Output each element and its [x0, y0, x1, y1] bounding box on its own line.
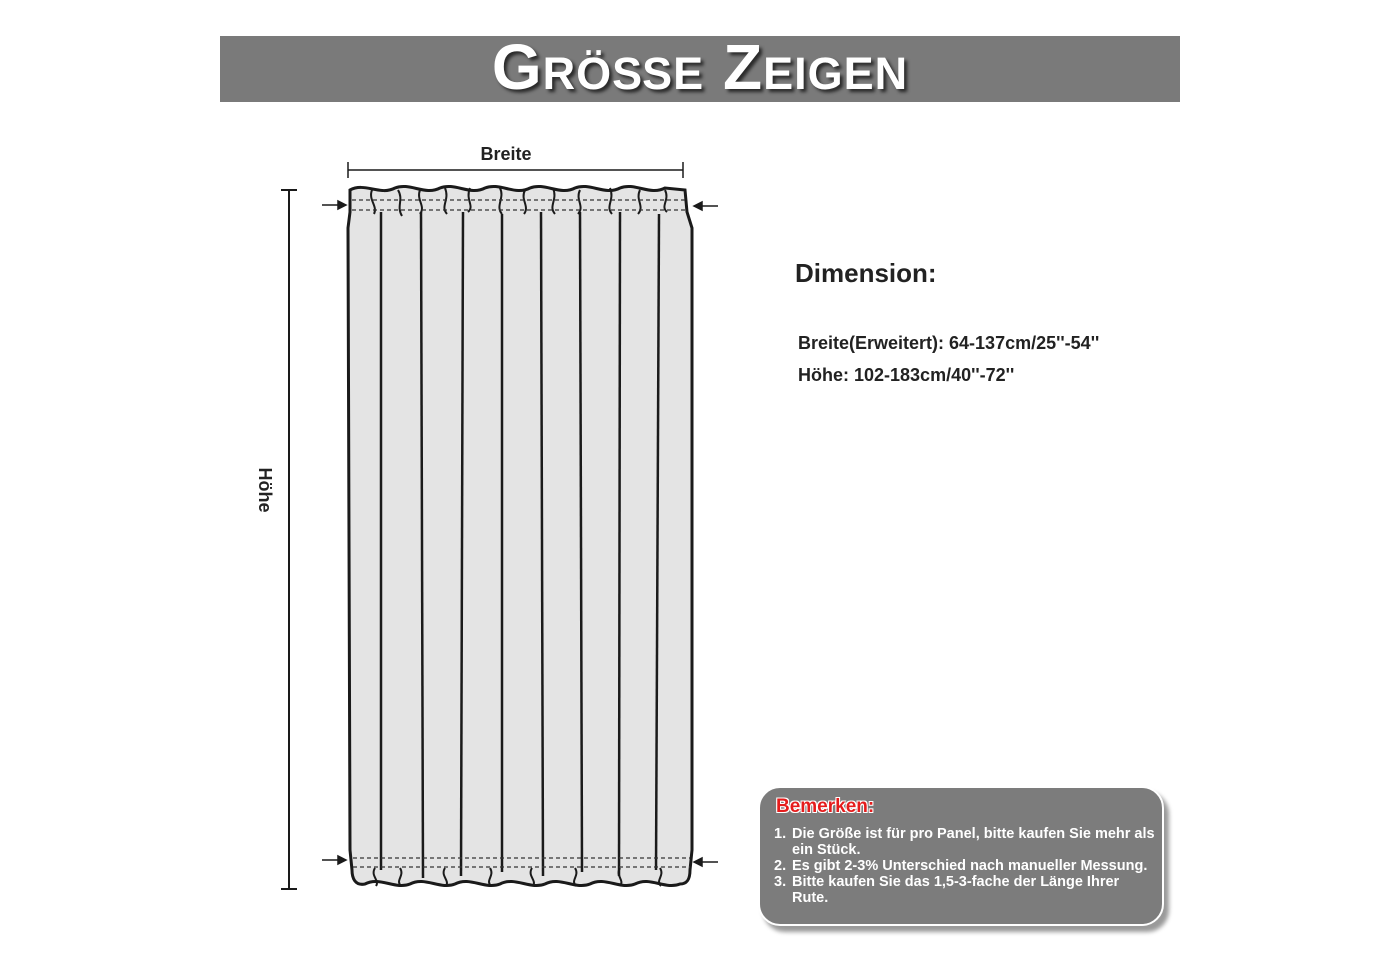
dimension-width: Breite(Erweitert): 64-137cm/25''-54'' — [798, 333, 1100, 353]
width-label: Breite — [480, 144, 532, 164]
page-title: Größe Zeigen — [491, 31, 909, 103]
arrow-icon — [694, 202, 718, 210]
notes-list — [774, 826, 1158, 906]
list-item-text: Es gibt 2-3% Unterschied nach manueller Messung. — [792, 858, 1148, 874]
list-item — [774, 874, 1158, 906]
list-item-number: 3. — [774, 874, 787, 890]
list-item-text: Die Größe ist für pro Panel, bitte kaufen Sie mehr als ein Stück. — [792, 826, 1155, 858]
arrow-icon — [322, 856, 346, 864]
dimension-height: Höhe: 102-183cm/40''-72'' — [798, 365, 1015, 385]
notes-box — [758, 786, 1164, 926]
height-dimension-line — [281, 190, 297, 889]
arrow-icon — [694, 858, 718, 866]
arrow-icon — [322, 201, 346, 209]
notes-title: Bemerken: — [776, 796, 875, 817]
list-item-number: 2. — [774, 858, 787, 874]
list-item-number: 1. — [774, 826, 787, 842]
width-dimension-line — [348, 162, 683, 178]
list-item — [774, 858, 1158, 874]
curtain-panel — [348, 186, 692, 885]
list-item — [774, 826, 1158, 858]
list-item-text: Bitte kaufen Sie das 1,5-3-fache der Länge Ihrer Rute. — [792, 874, 1120, 906]
dimension-heading: Dimension: — [795, 258, 937, 288]
height-label: Höhe — [255, 467, 275, 513]
